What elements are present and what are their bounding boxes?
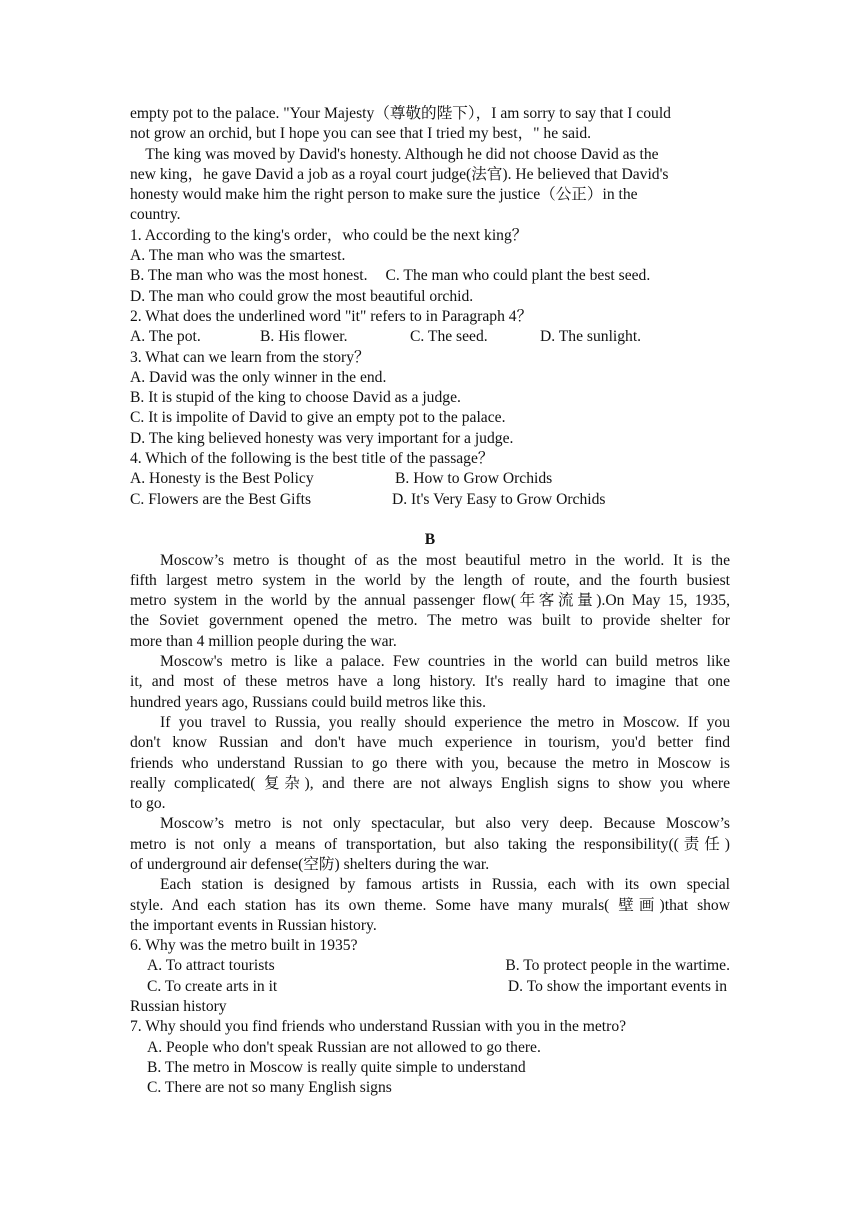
question-3-option-a: A. David was the only winner in the end. (130, 368, 387, 386)
question-2-option-a: A. The pot. (130, 328, 201, 346)
question-4-options-cd (130, 490, 730, 510)
question-6-option-d-continued: Russian history (130, 998, 227, 1016)
question-1-option-c: C. The man who could plant the best seed. (385, 267, 651, 285)
question-6-option-c: C. To create arts in it (147, 977, 278, 995)
passage-line: of underground air defense(空防) shelters during the war. (130, 855, 490, 873)
passage-line: If you travel to Russia, you really should experience the metro in Moscow. If you (160, 713, 730, 731)
passage-line: hundred years ago, Russians could build metros like this. (130, 693, 487, 711)
question-3-option-c: C. It is impolite of David to give an empty pot to the palace. (130, 409, 506, 427)
question-6-options-ab (130, 956, 730, 976)
passage-line: country. (130, 206, 181, 224)
question-2-options (130, 327, 730, 347)
question-1-option-a: A. The man who was the smartest. (130, 247, 346, 265)
passage-line: more than 4 million people during the war. (130, 632, 397, 650)
question-2-option-d: D. The sunlight. (540, 328, 642, 346)
question-1-stem: 1. According to the king's order，who could be the next king？ (130, 226, 528, 244)
question-2-option-c: C. The seed. (410, 328, 488, 346)
question-4-option-d: D. It's Very Easy to Grow Orchids (392, 490, 606, 508)
passage-line: to go. (130, 795, 166, 813)
question-7-option-b: B. The metro in Moscow is really quite simple to understand (147, 1058, 526, 1076)
passage-line: friends who understand Russian to go there with you, because the metro in Moscow is (130, 754, 730, 772)
question-4-option-c: C. Flowers are the Best Gifts (130, 490, 312, 508)
passage-line: it, and most of these metros have a long history. It's really hard to imagine that one (130, 673, 730, 691)
passage-line: metro system in the world by the annual passenger flow(年客流量).On May 15, 1935, (130, 592, 730, 610)
passage-line: honesty would make him the right person to make sure the justice（公正）in the (130, 186, 638, 204)
passage-line: metro is not only a means of transportation, but also taking the responsibility((责任) (130, 835, 730, 853)
question-1-option-b: B. The man who was the most honest. (130, 267, 368, 285)
question-4-option-a: A. Honesty is the Best Policy (130, 470, 314, 488)
passage-line: really complicated( 复杂), and there are not always English signs to show you where (130, 774, 730, 792)
question-3-option-b: B. It is stupid of the king to choose David as a judge. (130, 389, 461, 407)
passage-line: new king，he gave David a job as a royal court judge(法官). He believed that David's (130, 165, 669, 183)
question-4-stem: 4. Which of the following is the best title of the passage？ (130, 450, 494, 468)
passage-line: Moscow’s metro is thought of as the most beautiful metro in the world. It is the (160, 551, 730, 569)
passage-line: Moscow’s metro is not only spectacular, but also very deep. Because Moscow’s (160, 815, 730, 833)
passage-line: style. And each station has its own theme. Some have many murals( 壁画)that show (130, 896, 730, 914)
question-4-options-ab (130, 469, 730, 489)
passage-line: empty pot to the palace. "Your Majesty（尊敬的陛下），I am sorry to say that I could (130, 105, 671, 122)
question-7-stem: 7. Why should you find friends who understand Russian with you in the metro? (130, 1018, 627, 1036)
question-6-option-b: B. To protect people in the wartime. (505, 957, 730, 975)
question-7-option-c: C. There are not so many English signs (147, 1079, 392, 1097)
passage-line: don't know Russian and don't have much experience in tourism, you'd better find (130, 734, 730, 752)
passage-line: not grow an orchid, but I hope you can see that I tried my best，" he said. (130, 125, 592, 143)
question-2-stem: 2. What does the underlined word "it" refers to in Paragraph 4？ (130, 307, 533, 325)
question-6-option-d: D. To show the important events in (507, 977, 727, 995)
question-1-options-bc (130, 266, 730, 286)
question-6-options-cd (130, 977, 730, 997)
section-heading: B (424, 531, 436, 549)
question-4-option-b: B. How to Grow Orchids (395, 470, 553, 488)
passage-line: fifth largest metro system in the world by the length of route, and the fourth busiest (130, 571, 730, 589)
question-6-stem: 6. Why was the metro built in 1935? (130, 937, 358, 955)
passage-line: Moscow's metro is like a palace. Few countries in the world can build metros like (160, 653, 730, 671)
passage-line: The king was moved by David's honesty. Although he did not choose David as the (130, 145, 659, 163)
passage-line: Each station is designed by famous artists in Russia, each with its own special (160, 876, 730, 894)
text-column (130, 104, 730, 1099)
question-1-option-d: D. The man who could grow the most beautiful orchid. (130, 287, 474, 305)
question-2-option-b: B. His flower. (260, 328, 348, 346)
question-6-option-a: A. To attract tourists (147, 957, 275, 975)
question-3-option-d: D. The king believed honesty was very important for a judge. (130, 429, 514, 447)
question-7-option-a: A. People who don't speak Russian are not allowed to go there. (147, 1038, 541, 1056)
passage-line: the important events in Russian history. (130, 916, 377, 934)
passage-line: the Soviet government opened the metro. The metro was built to provide shelter for (130, 612, 730, 630)
question-3-stem: 3. What can we learn from the story？ (130, 348, 370, 366)
